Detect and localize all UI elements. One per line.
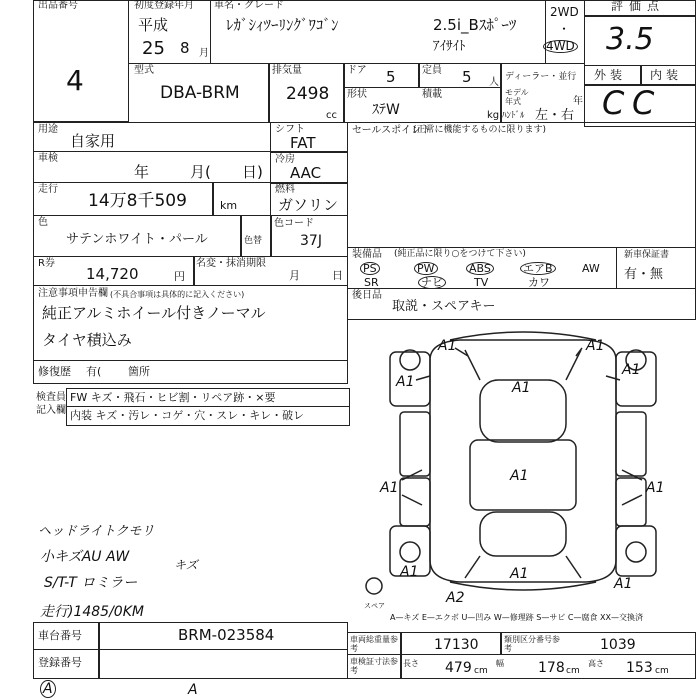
warranty-label: 新車保証書 — [624, 250, 670, 260]
color-divider-1 — [240, 215, 242, 257]
spare-label: スペア — [364, 602, 385, 610]
height: 153 — [626, 660, 653, 676]
usage-label: 用途 — [38, 124, 58, 135]
mark-a1-front-left: A1 — [438, 338, 457, 354]
mark-a1-left-fender: A1 — [396, 374, 415, 390]
hand-mark-a: A — [40, 680, 56, 698]
height-unit: cm — [655, 666, 669, 676]
width-label: 幅 — [496, 659, 504, 668]
spare-tire — [366, 578, 382, 594]
equip-aw: AW — [582, 262, 600, 275]
fuel: ガソリン — [278, 196, 339, 214]
inspector-divider — [66, 406, 350, 407]
car-name-label: 車名・グレード — [214, 0, 284, 11]
right-rear-fender — [616, 526, 656, 576]
repaint-label: 色替 — [244, 236, 263, 246]
capacity-label: 定員 — [422, 65, 442, 76]
add-value: 取説・スペアキー — [392, 299, 496, 314]
reg-year: 25 — [142, 38, 165, 59]
color: サテンホワイト・パール — [66, 232, 208, 247]
damage-legend: A—キズ E—エクボ U—凹み W—修理跡 S—サビ C—腐食 XX—交換済 — [390, 613, 644, 622]
fuel-label: 燃料 — [275, 184, 295, 195]
interior-label: 内装 — [650, 68, 683, 82]
length-label: 長さ — [403, 659, 419, 668]
ac: AAC — [290, 164, 322, 182]
mark-a1-front-right: A1 — [586, 338, 605, 354]
lot-box — [33, 0, 129, 122]
width: 178 — [538, 660, 565, 676]
inspection-year: 年 — [134, 163, 150, 181]
recycle-box — [33, 256, 348, 286]
front-bumper — [450, 332, 596, 340]
ref-divider-v2 — [500, 632, 502, 654]
shape-label: 形状 — [347, 89, 367, 100]
exterior-grade: C — [602, 84, 625, 122]
notes-line2: タイヤ積込み — [42, 331, 132, 349]
shape: ｽﾃW — [372, 102, 400, 118]
left-front-door — [400, 412, 430, 476]
reg-month: 8 — [180, 39, 190, 57]
grade-line1: 2.5i_Bｽﾎﾟｰﾂ — [433, 16, 517, 34]
rear-bumper — [450, 582, 596, 590]
mark-a1-hood: A1 — [512, 380, 531, 396]
load-unit: kg — [487, 110, 500, 121]
name-change-label: 名変・抹消期限 — [196, 258, 266, 269]
score-divider — [584, 15, 696, 17]
model-year-label: モデル年式 — [505, 88, 529, 106]
height-label: 高さ — [588, 659, 604, 668]
repair-label: 修復歴 — [38, 365, 71, 378]
wheel-rr — [626, 542, 646, 562]
equip-tv: TV — [474, 276, 489, 289]
length-unit: cm — [474, 666, 488, 676]
doors: 5 — [386, 68, 396, 86]
recycle-label: R券 — [38, 258, 55, 269]
class-label: 類別区分番号参考 — [504, 635, 560, 653]
displacement-unit: cc — [326, 110, 337, 121]
sales-point-note: (正常に機能するものに限ります) — [413, 125, 547, 135]
class-number: 1039 — [600, 637, 636, 653]
hand-mark-b: A — [188, 682, 198, 698]
equip-ps: PS — [360, 262, 380, 275]
chassis-label: 車台番号 — [38, 629, 82, 642]
reg-month-unit: 月 — [199, 48, 209, 59]
grade-line2: ｱｲｻｲﾄ — [433, 39, 466, 54]
mark-a1-right-side: A1 — [646, 480, 665, 496]
right-front-fender — [616, 352, 656, 406]
shift: FAT — [290, 134, 316, 152]
equipment-note: (純正品に限り○をつけて下さい) — [394, 249, 526, 259]
inspector-row2: 内装 キズ・汚レ・コゲ・穴・スレ・キレ・破レ — [70, 409, 305, 422]
hand-line1: ヘッドライトクモリ — [38, 524, 155, 539]
equip-sr: SR — [364, 276, 379, 289]
mark-a1-rear: A1 — [510, 566, 529, 582]
width-unit: cm — [566, 666, 580, 676]
right-front-door — [616, 412, 646, 476]
color-code: 37J — [300, 233, 322, 249]
mark-a1-left-rear: A1 — [400, 564, 419, 580]
equip-abs: ABS — [466, 262, 494, 275]
spec-divider-3 — [418, 63, 420, 88]
lot-label: 出品番号 — [38, 0, 78, 11]
spec-divider-1 — [268, 63, 270, 123]
inspection-label: 車検 — [38, 153, 58, 164]
rear-glass — [480, 512, 566, 556]
score-value: 3.5 — [606, 22, 654, 57]
inspector-label: 検査員記入欄 — [36, 392, 66, 416]
sales-point-label: セールスポイント — [352, 125, 432, 136]
body-outline — [430, 340, 616, 582]
chassis-number: BRM-023584 — [178, 626, 275, 644]
notes-sublabel: (不具合事項は具体的に記入ください) — [110, 290, 245, 299]
model-code: DBA-BRM — [160, 83, 240, 103]
warranty-value: 有・無 — [624, 267, 664, 282]
equip-leather: カワ — [528, 276, 550, 289]
car-name: ﾚｶﾞｼｨﾂｰﾘﾝｸﾞﾜｺﾞﾝ — [226, 16, 339, 34]
equip-navi: ナビ — [418, 276, 446, 289]
era: 平成 — [138, 16, 169, 34]
doors-label: ドア — [347, 65, 367, 76]
length: 479 — [445, 660, 472, 676]
add-label: 後日品 — [352, 290, 382, 301]
equip-pw: PW — [414, 262, 438, 275]
capacity-unit: 人 — [489, 77, 499, 88]
model-label: 型式 — [134, 65, 154, 76]
score-label: 評価点 — [611, 0, 666, 13]
mark-a1-left-side: A1 — [380, 480, 399, 496]
displacement: 2498 — [286, 84, 330, 104]
inspection-box — [33, 151, 271, 183]
inspection-day: 日) — [242, 163, 263, 181]
notes-line1: 純正アルミホイール付きノーマル — [42, 304, 266, 322]
color-label: 色 — [38, 217, 48, 228]
mark-a1-right-fender: A1 — [622, 362, 641, 378]
recycle-divider — [193, 256, 195, 286]
color-code-label: 色コード — [274, 218, 314, 229]
mark-a1-right-rear: A1 — [614, 576, 633, 592]
inspection-month: 月( — [190, 163, 211, 181]
model-year-unit: 年 — [573, 96, 583, 107]
recycle-unit: 円 — [174, 270, 185, 283]
mileage-unit: km — [220, 199, 238, 212]
mileage-divider — [212, 182, 214, 216]
weight: 17130 — [434, 637, 479, 653]
notes-label: 注意事項申告欄 — [38, 288, 108, 299]
mileage: 14万8千509 — [88, 191, 187, 211]
lot-number: 4 — [66, 64, 84, 97]
first-reg-label: 初度登録年月 — [134, 0, 194, 11]
handle: 左・右 — [535, 108, 575, 123]
ac-label: 冷房 — [275, 154, 295, 165]
load-label: 積載 — [422, 89, 442, 100]
repair-unit: 箇所 — [128, 365, 150, 378]
interior-grade: C — [632, 84, 655, 122]
hand-line2: 小キズAU AW — [40, 549, 130, 565]
spec-divider-h — [343, 87, 500, 88]
hand-line3b: キズ — [174, 558, 198, 572]
name-change-day: 日 — [332, 269, 343, 282]
repair-value: 有( — [86, 365, 102, 378]
recycle-fee: 14,720 — [86, 265, 139, 283]
size-label: 車検証寸法参考 — [350, 657, 398, 675]
notes-divider — [33, 360, 348, 361]
spec-divider-2 — [343, 63, 345, 123]
dealer-label: ディーラー・並行 — [505, 72, 577, 82]
mileage-label: 走行 — [38, 184, 58, 195]
registration-label: 登録番号 — [38, 656, 82, 669]
car-diagram — [350, 320, 696, 610]
usage-box — [33, 122, 271, 152]
inspector-row1: FW キズ・飛石・ヒビ割・リペア跡・×要 — [70, 391, 276, 404]
weight-label: 車両総重量参考 — [350, 635, 398, 653]
shift-label: シフト — [275, 124, 305, 135]
equip-airbag: エアB — [520, 262, 556, 275]
name-change-month: 月 — [289, 269, 300, 282]
drive-2wd: 2WD — [550, 5, 579, 19]
handle-label: ﾊﾝﾄﾞﾙ — [502, 111, 525, 121]
hand-line3: S/T-T ロミラー — [44, 575, 138, 591]
right-rear-door — [616, 478, 646, 526]
grade-divider-v — [640, 65, 642, 85]
usage-value: 自家用 — [70, 132, 116, 150]
drive-dot: ・ — [558, 22, 571, 36]
sales-point-box — [347, 122, 696, 248]
equipment-label: 装備品 — [352, 249, 382, 260]
drive-4wd: 4WD — [543, 40, 578, 53]
capacity: 5 — [462, 68, 472, 86]
exterior-label: 外装 — [594, 68, 627, 82]
displacement-label: 排気量 — [272, 65, 302, 76]
wheel-fl — [400, 350, 420, 370]
hand-line4: 走行)1485/0KM — [40, 604, 144, 620]
color-divider-2 — [270, 215, 272, 257]
ref-divider-v1 — [400, 632, 402, 679]
mark-a2-rear-bumper: A2 — [446, 590, 465, 606]
mark-a1-roof: A1 — [510, 468, 529, 484]
wheel-rl — [400, 542, 420, 562]
